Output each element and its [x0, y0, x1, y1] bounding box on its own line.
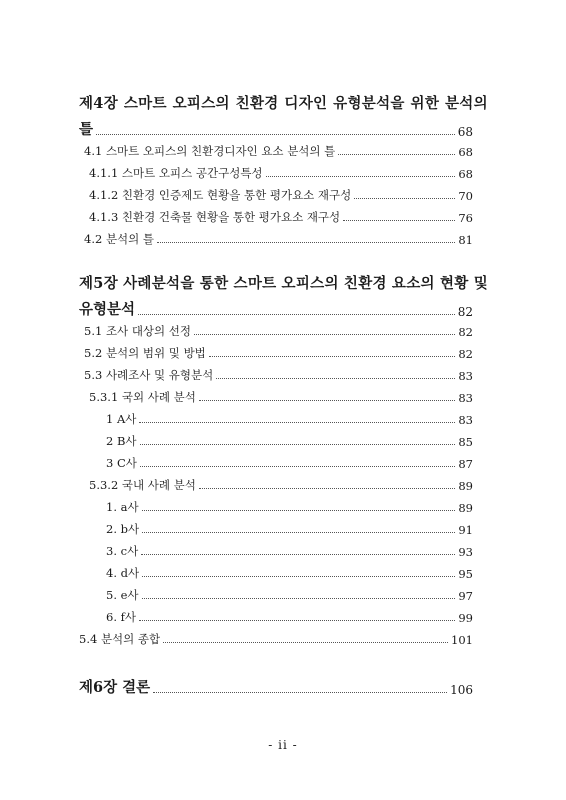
chapter4-word: 제4장: [79, 95, 119, 112]
leader-dots: [142, 598, 456, 599]
chapter4-word: 오피스의: [172, 95, 230, 112]
entry-label: 6. f사: [106, 610, 136, 624]
leader-dots: [343, 220, 455, 221]
toc-entry[interactable]: [106, 411, 473, 427]
leader-dots: [138, 314, 455, 315]
leader-dots: [140, 466, 455, 467]
leader-dots: [266, 176, 456, 177]
entry-label: 5.2 분석의 범위 및 방법: [84, 346, 206, 360]
entry-label: 4. d사: [106, 566, 140, 580]
leader-dots: [199, 400, 455, 401]
chapter5-word: 스마트: [233, 275, 277, 292]
entry-label: 4.2 분석의 틀: [84, 232, 155, 246]
page-number: 101: [451, 633, 473, 647]
toc-entry[interactable]: [106, 587, 473, 603]
chapter4-word: 디자인: [284, 95, 328, 112]
chapter5-word: 친환경: [343, 275, 387, 292]
page-number: 70: [458, 189, 473, 203]
chapter4-title-line1: [79, 92, 488, 113]
leader-dots: [140, 444, 456, 445]
leader-dots: [142, 510, 456, 511]
toc-entry-chapter4[interactable]: [79, 118, 473, 139]
entry-label: 5.1 조사 대상의 선정: [84, 324, 192, 338]
entry-label: 3. c사: [106, 544, 139, 558]
toc-entry[interactable]: [89, 165, 473, 181]
toc-entry[interactable]: [106, 433, 473, 449]
page-number: 82: [458, 347, 473, 361]
page-number: 93: [458, 545, 473, 559]
toc-entry[interactable]: [89, 477, 473, 493]
chapter5-word: 오피스의: [281, 275, 339, 292]
toc-entry[interactable]: [84, 231, 473, 247]
leader-dots: [338, 154, 455, 155]
toc-entry[interactable]: [106, 499, 473, 515]
chapter5-word: 현황: [439, 275, 469, 292]
toc-entry[interactable]: [106, 455, 473, 471]
page-number: 99: [458, 611, 473, 625]
chapter4-word: 친환경: [235, 95, 279, 112]
page-number: 68: [457, 125, 473, 139]
chapter5-word: 요소의: [391, 275, 435, 292]
toc-entry[interactable]: [106, 543, 473, 559]
page-number: 91: [458, 523, 473, 537]
page-number: 87: [458, 457, 473, 471]
leader-dots: [209, 356, 456, 357]
chapter4-word: 스마트: [123, 95, 167, 112]
toc-entry[interactable]: [106, 521, 473, 537]
chapter4-word: 분석의: [444, 95, 488, 112]
page-footer-number: - ii -: [268, 738, 298, 752]
chapter5-word: 제5장: [79, 275, 119, 292]
leader-dots: [216, 378, 455, 379]
entry-label: 5.3.2 국내 사례 분석: [89, 478, 196, 492]
toc-entry[interactable]: [84, 345, 473, 361]
page-number: 76: [458, 211, 473, 225]
entry-label: 4.1.2 친환경 인증제도 현황을 통한 평가요소 재구성: [89, 188, 352, 202]
page-number: 106: [450, 683, 473, 697]
toc-entry[interactable]: [89, 187, 473, 203]
page-number: 83: [458, 391, 473, 405]
page-number: 95: [458, 567, 473, 581]
chapter6-title: 제6장 결론: [79, 679, 151, 696]
entry-label: 2 B사: [106, 434, 137, 448]
page-number: 89: [458, 479, 473, 493]
chapter5-title-line2: 유형분석: [79, 301, 136, 318]
leader-dots: [96, 134, 455, 135]
leader-dots: [142, 532, 455, 533]
toc-entry[interactable]: [89, 389, 473, 405]
entry-label: 2. b사: [106, 522, 140, 536]
toc-entry[interactable]: [79, 631, 473, 647]
page-number: 85: [458, 435, 473, 449]
page-number: 82: [458, 325, 473, 339]
page-number: 83: [458, 369, 473, 383]
entry-label: 4.1 스마트 오피스의 친환경디자인 요소 분석의 틀: [84, 144, 336, 158]
toc-entry[interactable]: [106, 609, 473, 625]
entry-label: 5.4 분석의 종합: [79, 632, 161, 646]
leader-dots: [199, 488, 455, 489]
leader-dots: [142, 576, 455, 577]
leader-dots: [163, 642, 448, 643]
chapter4-word: 위한: [410, 95, 440, 112]
toc-entry[interactable]: [106, 565, 473, 581]
entry-label: 5.3.1 국외 사례 분석: [89, 390, 196, 404]
leader-dots: [194, 334, 455, 335]
leader-dots: [139, 620, 455, 621]
entry-label: 3 C사: [106, 456, 137, 470]
leader-dots: [153, 692, 447, 693]
chapter5-word: 사례분석을: [123, 275, 195, 292]
page-number: 97: [458, 589, 473, 603]
leader-dots: [139, 422, 455, 423]
toc-entry-chapter5[interactable]: [79, 298, 473, 319]
leader-dots: [141, 554, 455, 555]
toc-entry[interactable]: [84, 323, 473, 339]
chapter5-title-line1: [79, 272, 488, 293]
toc-entry-chapter6[interactable]: [79, 676, 473, 697]
chapter5-word: 통한: [199, 275, 229, 292]
chapter5-word: 및: [473, 275, 488, 292]
toc-entry[interactable]: [84, 143, 473, 159]
toc-entry[interactable]: [89, 209, 473, 225]
entry-label: 4.1.1 스마트 오피스 공간구성특성: [89, 166, 263, 180]
page-number: 89: [458, 501, 473, 515]
page-number: 68: [458, 145, 473, 159]
page-number: 68: [458, 167, 473, 181]
entry-label: 1. a사: [106, 500, 139, 514]
entry-label: 1 A사: [106, 412, 137, 426]
entry-label: 4.1.3 친환경 건축물 현황을 통한 평가요소 재구성: [89, 210, 341, 224]
page-number: 81: [458, 233, 473, 247]
leader-dots: [157, 242, 455, 243]
entry-label: 5.3 사례조사 및 유형분석: [84, 368, 214, 382]
toc-entry[interactable]: [84, 367, 473, 383]
page-number: 83: [458, 413, 473, 427]
page-number: 82: [457, 305, 473, 319]
chapter4-title-line2: 틀: [79, 121, 94, 138]
entry-label: 5. e사: [106, 588, 139, 602]
chapter4-word: 유형분석을: [333, 95, 405, 112]
leader-dots: [354, 198, 455, 199]
